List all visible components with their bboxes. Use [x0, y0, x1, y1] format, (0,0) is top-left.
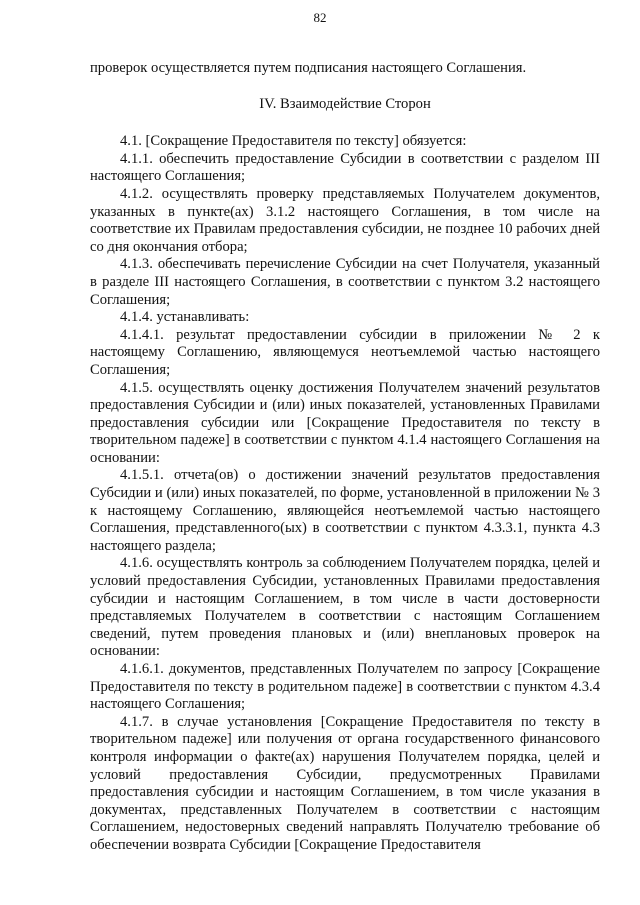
- paragraph-4-1-7: 4.1.7. в случае установления [Сокращение Предоставителя по тексту в творительном падеже] или получения от органа государственного финансового контроля информации о факте(ах) нарушения Получателем порядка, целей и условий предоставления Субсидии, предусмотренных Правилами предоставления субсидии и настоящим Соглашением, в том числе указания в документах, представленных Получателем в соответствии с настоящим Соглашением, недостоверных сведений направлять Получателю требование об обеспечении возврата Субсидии [Сокращение Предоставителя: [90, 713, 600, 853]
- paragraph-4-1-6: 4.1.6. осуществлять контроль за соблюдением Получателем порядка, целей и условий предоставления Субсидии, установленных Правилами предоставления субсидии и настоящим Соглашением, в том числе в части достоверности представляемых Получателем в соответствии с настоящим Соглашением сведений, путем проведения плановых и (или) внеплановых проверок на основании:: [90, 555, 600, 660]
- paragraph-4-1-5: 4.1.5. осуществлять оценку достижения Получателем значений результатов предоставления Субсидии и (или) иных показателей, установленных Правилами предоставления субсидии или [Сокращение Предоставителя по тексту в творительном падеже] в соответствии с пунктом 4.1.4 настоящего Соглашения на основании:: [90, 379, 600, 466]
- paragraph-4-1-1: 4.1.1. обеспечить предоставление Субсидии в соответствии с разделом III настоящего Соглашения;: [90, 150, 600, 185]
- paragraph-4-1-4-1: 4.1.4.1. результат предоставлении субсидии в приложении № 2 к настоящему Соглашению, являющемуся неотъемлемой частью настоящего Соглашения;: [90, 326, 600, 378]
- document-body: [90, 60, 600, 855]
- page-number: 82: [313, 10, 327, 25]
- paragraph-4-1: 4.1. [Сокращение Предоставителя по тексту] обязуется:: [120, 133, 467, 150]
- paragraph-4-1-2: 4.1.2. осуществлять проверку представляемых Получателем документов, указанных в пункте(ах) 3.1.2 настоящего Соглашения, в том числе на соответствие их Правилам предоставления субсидии, не позднее 10 рабочих дней со дня окончания отбора;: [90, 185, 600, 255]
- paragraph-4-1-4: 4.1.4. устанавливать:: [120, 309, 250, 326]
- paragraph-4-1-6-1: 4.1.6.1. документов, представленных Получателем по запросу [Сокращение Предоставителя по тексту в родительном падеже] в соответствии с пунктом 4.3.4 настоящего Соглашения;: [90, 661, 600, 713]
- continuation-paragraph: проверок осуществляется путем подписания настоящего Соглашения.: [90, 60, 527, 76]
- paragraph-4-1-3: 4.1.3. обеспечивать перечисление Субсидии на счет Получателя, указанный в разделе III настоящего Соглашения, в соответствии с пунктом 3.2 настоящего Соглашения;: [90, 256, 600, 308]
- paragraph-4-1-5-1: 4.1.5.1. отчета(ов) о достижении значений результатов предоставления Субсидии и (или) иных показателей, по форме, установленной в приложении № 3 к настоящему Соглашению, являющейся неотъемлемой частью настоящего Соглашения, представленного(ых) в соответствии с пунктом 4.3.3.1, пункта 4.3 настоящего раздела;: [90, 467, 600, 554]
- section-title: IV. Взаимодействие Сторон: [259, 95, 431, 112]
